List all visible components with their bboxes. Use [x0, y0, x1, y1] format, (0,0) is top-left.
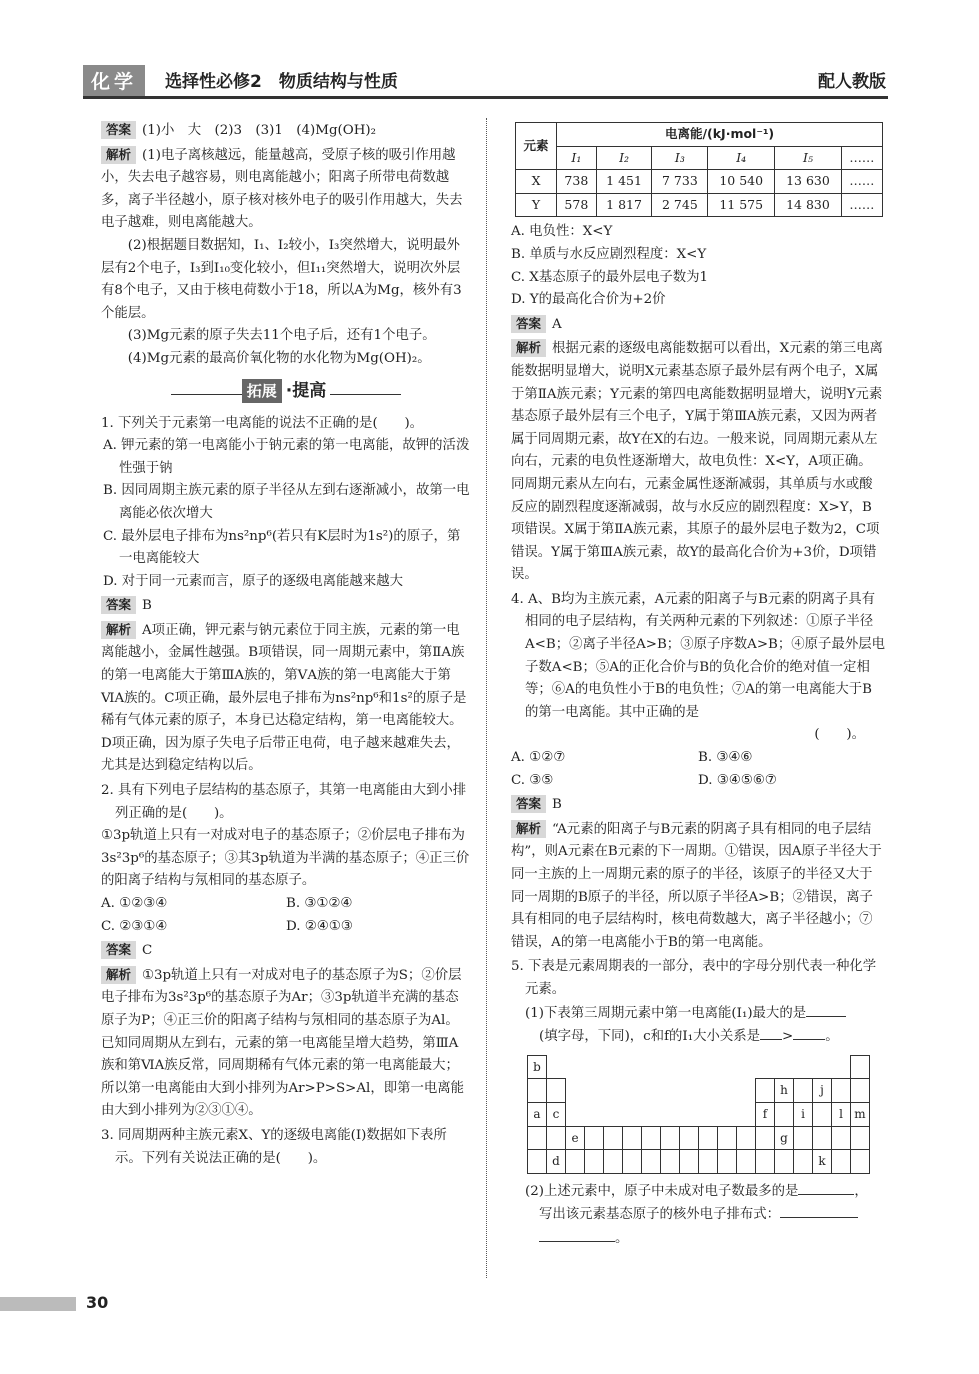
punctuation: ， [854, 1183, 868, 1199]
footer-bar [0, 1297, 76, 1311]
periodic-cell [794, 1126, 813, 1150]
periodic-gap [623, 1055, 642, 1079]
option-c: C. ②③①④ [101, 918, 168, 934]
periodic-gap [718, 1102, 737, 1126]
periodic-cell: i [794, 1102, 813, 1126]
answer-blank [780, 1203, 858, 1218]
periodic-cell [680, 1150, 699, 1174]
periodic-cell [547, 1126, 566, 1150]
periodic-cell: e [566, 1126, 585, 1150]
periodic-cell: j [813, 1079, 832, 1103]
periodic-cell [718, 1126, 737, 1150]
periodic-cell [851, 1150, 870, 1174]
periodic-cell [794, 1150, 813, 1174]
page-number: 30 [86, 1293, 109, 1312]
periodic-cell [642, 1150, 661, 1174]
periodic-gap [813, 1055, 832, 1079]
table-col-header: I₅ [775, 146, 842, 170]
options-grid [511, 747, 885, 792]
analysis-text: (2)根据题目数据知，I₁、I₂较小，I₃突然增大，说明最外层有2个电子，I₃到I₁₀变化较小，但I₁₁突然增大，说明次外层有8个电子，又由于核电荷数小于18，所以A为Mg，核外有3个能层。 [101, 237, 462, 321]
periodic-gap [756, 1055, 775, 1079]
option-c: C. ③⑤ [511, 772, 554, 788]
answer-tag: 答案 [511, 795, 546, 813]
periodic-cell: b [528, 1055, 547, 1079]
table-cell: 1 817 [596, 193, 652, 217]
relation-sign: > [782, 1029, 794, 1045]
periodic-cell [775, 1150, 794, 1174]
periodic-cell [851, 1055, 870, 1079]
periodic-cell: d [547, 1150, 566, 1174]
option-d: D. ③④⑤⑥⑦ [698, 772, 777, 788]
column-divider [486, 118, 487, 1278]
periodic-cell: h [775, 1079, 794, 1103]
periodic-cell [642, 1126, 661, 1150]
option-b: B. ③④⑥ [698, 750, 753, 766]
options-grid [101, 893, 471, 938]
periodic-gap [642, 1102, 661, 1126]
question-stem: 4. A、B均为主族元素，A元素的阳离子与B元素的阴离子具有相同的电子层结构，有关两种元素的下列叙述：①原子半径A<B；②离子半径A>B；③原子序数A>B；④原子最外层电子数A<B；⑤A的正化合价与B的负化合价的绝对值一定相等；⑥A的电负性小于B的电负性；⑦A的第一电离能大于B的第一电离能。其中正确的是 [511, 591, 886, 720]
option-c: C. X基态原子的最外层电子数为1 [511, 269, 709, 285]
table-col-header: I₁ [557, 146, 597, 170]
periodic-gap [794, 1055, 813, 1079]
table-cell: …… [841, 170, 882, 194]
periodic-cell [585, 1126, 604, 1150]
answer-tag: 答案 [101, 121, 136, 139]
periodic-cell [528, 1126, 547, 1150]
periodic-gap [832, 1055, 851, 1079]
answer-blank [793, 1025, 825, 1040]
periodic-cell [832, 1079, 851, 1103]
option-b: B. 单质与水反应剧烈程度：X<Y [511, 246, 707, 262]
periodic-cell [718, 1150, 737, 1174]
page-header [83, 62, 888, 99]
analysis-tag: 解析 [101, 621, 136, 639]
periodic-gap [661, 1079, 680, 1103]
periodic-gap [718, 1079, 737, 1103]
section-heading [101, 379, 471, 407]
sub-question-1 [511, 1002, 885, 1049]
option-b: B. ③①②④ [286, 896, 353, 911]
answer-blank [539, 1227, 615, 1242]
book-title: 选择性必修2 物质结构与性质 [165, 72, 398, 92]
table-cell: 2 745 [652, 193, 708, 217]
periodic-gap [680, 1102, 699, 1126]
sub-question-text: 写出该元素基态原子的核外电子排布式： [539, 1207, 781, 1223]
section-box: 拓展 [242, 379, 282, 404]
periodic-gap [566, 1079, 585, 1103]
table-cell: 1 451 [596, 170, 652, 194]
analysis-text: (3)Mg元素的原子失去11个电子后，还有1个电子。 [127, 328, 436, 344]
periodic-cell [547, 1079, 566, 1103]
answer-text: A [552, 316, 562, 332]
periodic-table [527, 1055, 870, 1174]
periodic-gap [699, 1102, 718, 1126]
answer-text: B [552, 797, 562, 813]
periodic-cell [699, 1126, 718, 1150]
periodic-gap [737, 1079, 756, 1103]
analysis-text: “A元素的阳离子与B元素的阴离子具有相同的电子层结构”，则A元素在B元素的下一周期。①错误，因A原子半径大于同一主族的上一周期元素的原子的半径，该原子的半径又大于同一周期的B原子的半径，所以原子半径A>B；②错误，离子具有相同的电子层结构时，核电荷数越大，离子半径越小；⑦错误，A的第一电离能小于B的第一电离能。 [511, 821, 882, 950]
periodic-row [528, 1126, 870, 1150]
table-col-header: …… [841, 146, 882, 170]
option-d: D. 对于同一元素而言，原子的逐级电离能越来越大 [103, 573, 403, 589]
periodic-gap [604, 1055, 623, 1079]
table-cell: 11 575 [708, 193, 775, 217]
periodic-cell [737, 1150, 756, 1174]
periodic-gap [699, 1055, 718, 1079]
periodic-cell: f [756, 1102, 775, 1126]
periodic-cell: k [813, 1150, 832, 1174]
periodic-gap [566, 1055, 585, 1079]
periodic-gap [661, 1102, 680, 1126]
option-d: D. ②④①③ [286, 918, 353, 934]
option-b: B. 因同周期主族元素的原子半径从左到右逐渐减小，故第一电离能必依次增大 [103, 483, 470, 521]
periodic-cell [737, 1126, 756, 1150]
periodic-row [528, 1079, 870, 1103]
periodic-cell [528, 1079, 547, 1103]
sub-question-text: (填字母，下同)，c和f的I₁大小关系是 [539, 1029, 761, 1045]
punctuation: 。 [825, 1029, 839, 1045]
left-column [101, 118, 471, 1170]
analysis-text: 根据元素的逐级电离能数据可以看出，X元素的第三电离能数据明显增大，说明X元素基态原子最外层有两个电子，X属于第ⅡA族元素；Y元素的第四电离能数据明显增大，说明Y元素基态原子最外层有三个电子，Y属于第ⅢA族元素，又因为两者属于同周期元素，故Y在X的右边。一般来说，同周期元素从左向右，元素的电负性逐渐增大，故电负性：X<Y，A项正确。同周期元素从左向右，元素金属性逐渐减弱，其单质与水或酸反应的剧烈程度逐渐减弱，故与水反应的剧烈程度：X>Y，B项错误。X属于第ⅡA族元素，其原子的最外层电子数为2，C项错误。Y属于第ⅢA族元素，故Y的最高化合价为+3价，D项错误。 [511, 341, 883, 583]
periodic-cell [756, 1126, 775, 1150]
periodic-cell [680, 1126, 699, 1150]
table-cell: 10 540 [708, 170, 775, 194]
option-a: A. ①②③④ [101, 896, 168, 911]
table-col-header: I₂ [596, 146, 652, 170]
periodic-cell [813, 1126, 832, 1150]
answer-blank [798, 1180, 854, 1195]
analysis-tag: 解析 [511, 339, 546, 357]
periodic-gap [604, 1079, 623, 1103]
option-c: C. 最外层电子排布为ns²np⁶(若只有K层时为1s²)的原子，第一电离能较大 [103, 528, 461, 567]
right-column [511, 118, 885, 1251]
periodic-gap [680, 1079, 699, 1103]
periodic-row [528, 1102, 870, 1126]
periodic-gap [680, 1055, 699, 1079]
table-cell: …… [841, 193, 882, 217]
answer-text: B [142, 598, 152, 614]
sub-question-text: (1)下表第三周期元素中第一电离能(I₁)最大的是 [525, 1005, 807, 1021]
periodic-gap [718, 1055, 737, 1079]
periodic-cell [775, 1102, 794, 1126]
periodic-cell [566, 1150, 585, 1174]
question-stem: 2. 具有下列电子层结构的基态原子，其第一电离能由大到小排列正确的是( )。 [101, 783, 467, 821]
answer-tag: 答案 [511, 315, 546, 333]
table-cell: 578 [557, 193, 597, 217]
periodic-gap [585, 1079, 604, 1103]
table-cell: 14 830 [775, 193, 842, 217]
table-col-header: I₃ [652, 146, 708, 170]
periodic-gap [547, 1055, 566, 1079]
answer-tag: 答案 [101, 941, 136, 959]
answer-paren: ( )。 [814, 727, 865, 743]
ionization-table [515, 122, 883, 217]
periodic-cell [813, 1102, 832, 1126]
analysis-tag: 解析 [101, 146, 136, 164]
answer-text: (1)小 大 (2)3 (3)1 (4)Mg(OH)₂ [142, 123, 377, 138]
question-stem: 5. 下表是元素周期表的一部分，表中的字母分别代表一种化学元素。 [511, 959, 877, 997]
subject-tag: 化学 [83, 65, 145, 96]
periodic-cell [623, 1126, 642, 1150]
periodic-cell [832, 1150, 851, 1174]
periodic-gap [737, 1055, 756, 1079]
periodic-gap [623, 1079, 642, 1103]
periodic-gap [661, 1055, 680, 1079]
section-word: ·提高 [282, 380, 330, 403]
analysis-text: ①3p轨道上只有一对成对电子的基态原子为S；②价层电子排布为3s²3p⁶的基态原子为Ar；③3p轨道半充满的基态原子为P；④正三价的阳离子结构与氖相同的基态原子为Al。已知同周期从左到右，元素的第一电离能呈增大趋势，第ⅢA族和第ⅥA族反常，同周期稀有气体元素的第一电离能最大；所以第一电离能由大到小排列为Ar>P>S>Al，即第一电离能由大到小排列为②③①④。 [101, 967, 465, 1119]
punctuation: 。 [615, 1230, 629, 1246]
periodic-cell [851, 1126, 870, 1150]
periodic-gap [642, 1079, 661, 1103]
periodic-cell [661, 1150, 680, 1174]
periodic-cell [699, 1150, 718, 1174]
table-row [516, 193, 883, 217]
periodic-cell: a [528, 1102, 547, 1126]
analysis-tag: 解析 [511, 820, 546, 838]
periodic-cell [528, 1150, 547, 1174]
periodic-cell: g [775, 1126, 794, 1150]
analysis-tag: 解析 [101, 966, 136, 984]
periodic-cell: m [851, 1102, 870, 1126]
periodic-cell [585, 1150, 604, 1174]
periodic-cell [661, 1126, 680, 1150]
periodic-gap [737, 1102, 756, 1126]
analysis-text: (4)Mg元素的最高价氧化物的水化物为Mg(OH)₂。 [127, 350, 431, 366]
periodic-cell: l [832, 1102, 851, 1126]
table-header: 元素 [516, 123, 557, 170]
periodic-gap [566, 1102, 585, 1126]
periodic-row [528, 1150, 870, 1174]
table-cell: Y [516, 193, 557, 217]
periodic-cell [832, 1126, 851, 1150]
periodic-gap [585, 1102, 604, 1126]
analysis-text: A项正确，钾元素与钠元素位于同主族，元素的第一电离能越小，金属性越强。B项错误，同一周期元素中，第ⅡA族的第一电离能大于第ⅢA族的，第ⅤA族的第一电离能大于第ⅥA族的。C项正确，最外层电子排布为ns²np⁶和1s²的原子是稀有气体元素的原子，本身已达稳定结构，第一电离能较大。D项正确，因为原子失电子后带正电荷，电子越来越难失去，尤其是达到稳定结构以后。 [101, 622, 467, 774]
periodic-gap [604, 1102, 623, 1126]
answer-blank [806, 1002, 846, 1017]
periodic-gap [585, 1055, 604, 1079]
periodic-gap [623, 1102, 642, 1126]
periodic-cell [851, 1079, 870, 1103]
sub-question-2 [511, 1180, 885, 1251]
table-header: 电离能/(kJ·mol⁻¹) [557, 123, 883, 147]
question-stem: 1. 下列关于元素第一电离能的说法不正确的是( )。 [101, 415, 424, 431]
table-cell: 7 733 [652, 170, 708, 194]
question-conditions: ①3p轨道上只有一对成对电子的基态原子；②价层电子排布为3s²3p⁶的基态原子；③其3p轨道为半满的基态原子；④正三价的阳离子结构与氖相同的基态原子。 [101, 828, 470, 889]
periodic-cell [623, 1150, 642, 1174]
table-cell: 13 630 [775, 170, 842, 194]
table-cell: 738 [557, 170, 597, 194]
option-a: A. 电负性：X<Y [511, 224, 613, 240]
answer-blank [760, 1025, 782, 1040]
edition-label: 配人教版 [818, 72, 886, 92]
periodic-cell: c [547, 1102, 566, 1126]
table-cell: X [516, 170, 557, 194]
periodic-cell [794, 1079, 813, 1103]
periodic-cell [756, 1079, 775, 1103]
sub-question-text: (2)上述元素中，原子中未成对电子数最多的是 [525, 1183, 799, 1199]
answer-text: C [142, 943, 153, 959]
periodic-cell [604, 1126, 623, 1150]
question-stem: 3. 同周期两种主族元素X、Y的逐级电离能(I)数据如下表所示。下列有关说法正确的是( )。 [101, 1127, 447, 1166]
periodic-row [528, 1055, 870, 1079]
periodic-cell [756, 1150, 775, 1174]
table-col-header: I₄ [708, 146, 775, 170]
periodic-cell [604, 1150, 623, 1174]
analysis-text: (1)电子离核越远，能量越高，受原子核的吸引作用越小，失去电子越容易，则电离能越小；阳离子所带电荷数越多，离子半径越小，原子核对核外电子的吸引作用越大，失去电子越难，则电离能越大。 [101, 147, 463, 231]
table-row [516, 170, 883, 194]
periodic-gap [642, 1055, 661, 1079]
periodic-gap [775, 1055, 794, 1079]
periodic-gap [699, 1079, 718, 1103]
option-d: D. Y的最高化合价为+2价 [511, 292, 666, 308]
answer-tag: 答案 [101, 596, 136, 614]
option-a: A. 钾元素的第一电离能小于钠元素的第一电离能，故钾的活泼性强于钠 [103, 438, 470, 476]
option-a: A. ①②⑦ [511, 750, 566, 766]
